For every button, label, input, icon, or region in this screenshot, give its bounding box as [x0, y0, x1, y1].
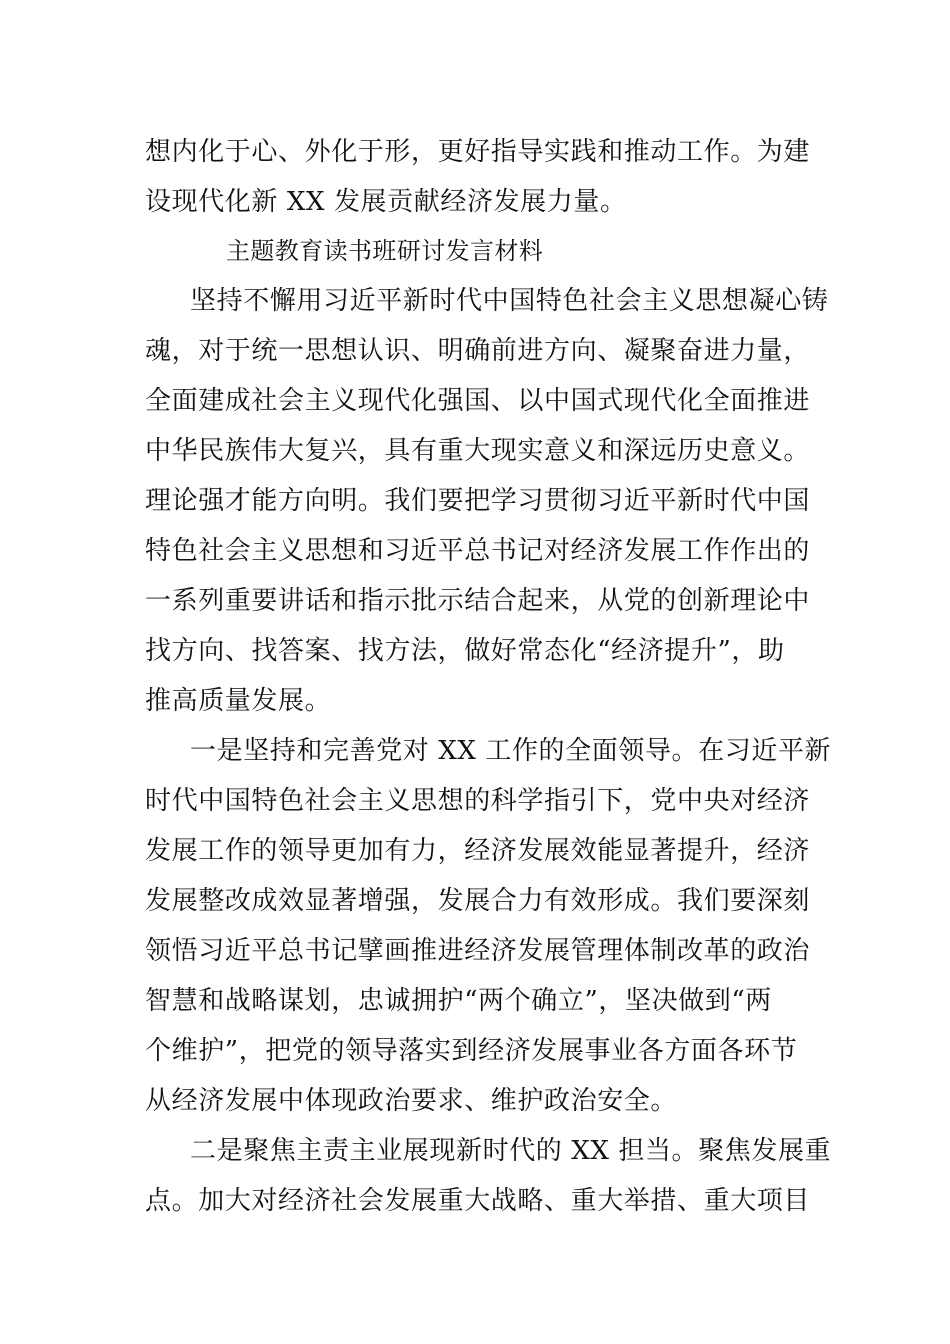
paragraph-line: 魂，对于统一思想认识、明确前进方向、凝聚奋进力量， — [145, 336, 811, 366]
paragraph-line: 点。加大对经济社会发展重大战略、重大举措、重大项目 — [145, 1186, 811, 1216]
paragraph-line: 特色社会主义思想和习近平总书记对经济发展工作作出的 — [145, 536, 811, 566]
paragraph-line: 中华民族伟大复兴，具有重大现实意义和深远历史意义。 — [145, 436, 811, 466]
paragraph-line: 一是坚持和完善党对 XX 工作的全面领导。在习近平新 — [190, 736, 832, 766]
paragraph-line: 理论强才能方向明。我们要把学习贯彻习近平新时代中国 — [145, 486, 811, 516]
paragraph-line: 推高质量发展。 — [145, 686, 332, 716]
intro-line: 想内化于心、外化于形，更好指导实践和推动工作。为建 — [145, 137, 811, 167]
paragraph-line: 一系列重要讲话和指示批示结合起来，从党的创新理论中 — [145, 586, 811, 616]
paragraph-line: 发展整改成效显著增强，发展合力有效形成。我们要深刻 — [145, 886, 811, 916]
paragraph-line: 二是聚焦主责主业展现新时代的 XX 担当。聚焦发展重 — [190, 1136, 832, 1166]
intro-line: 设现代化新 XX 发展贡献经济发展力量。 — [145, 187, 627, 217]
paragraph-line: 找方向、找答案、找方法，做好常态化“经济提升”，助 — [145, 636, 785, 666]
paragraph-line: 从经济发展中体现政治要求、维护政治安全。 — [145, 1086, 678, 1116]
paragraph-line: 全面建成社会主义现代化强国、以中国式现代化全面推进 — [145, 386, 811, 416]
section-title: 主题教育读书班研讨发言材料 — [226, 237, 544, 265]
paragraph-line: 时代中国特色社会主义思想的科学指引下，党中央对经济 — [145, 786, 811, 816]
paragraph-line: 个维护”，把党的领导落实到经济发展事业各方面各环节 — [145, 1036, 798, 1066]
paragraph-line: 智慧和战略谋划，忠诚拥护“两个确立”，坚决做到“两 — [145, 986, 772, 1016]
paragraph-line: 领悟习近平总书记擘画推进经济发展管理体制改革的政治 — [145, 936, 811, 966]
paragraph-line: 坚持不懈用习近平新时代中国特色社会主义思想凝心铸 — [190, 286, 829, 316]
paragraph-line: 发展工作的领导更加有力，经济发展效能显著提升，经济 — [145, 836, 811, 866]
